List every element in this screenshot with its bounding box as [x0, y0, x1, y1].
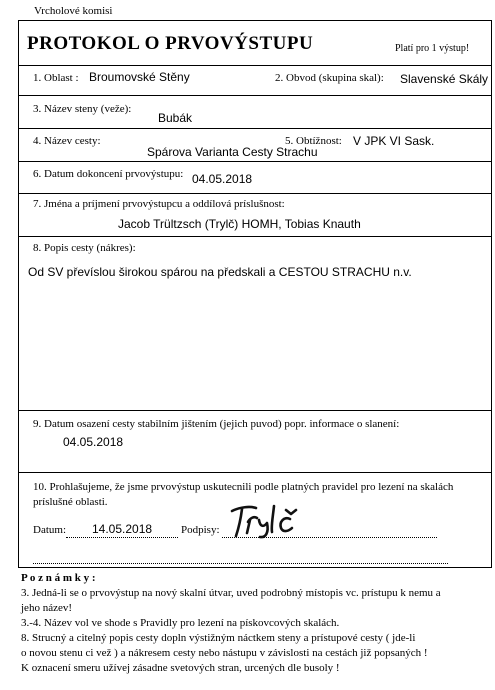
difficulty-value[interactable]: V JPK VI Sask.: [353, 134, 435, 148]
row-divider: [18, 128, 492, 129]
wall-value[interactable]: Bubák: [158, 111, 193, 125]
district-value[interactable]: Slavenské Skály: [400, 72, 489, 86]
row-divider: [18, 236, 492, 237]
row-divider: [18, 161, 492, 162]
route-value[interactable]: Spárova Varianta Cesty Strachu: [147, 145, 318, 159]
wall-label: 3. Název steny (veže):: [33, 103, 132, 115]
names-label: 7. Jména a príjmení prvovýstupcu a oddílová príslušnost:: [33, 198, 285, 210]
difficulty-label: 5. Obtížnost:: [285, 135, 342, 147]
note-line: 8. Strucný a citelný popis cesty dopln výstižným náctkem steny a prístupové cesty ( jde-li: [21, 632, 416, 644]
note-line: jeho název!: [21, 602, 72, 614]
area-label: 1. Oblast :: [33, 72, 79, 84]
note-line: o novou stenu ci vež ) a nákresem cesty nebo nástupu v závislosti na cestách již popsaných !: [21, 647, 428, 659]
committee-label: Vrcholové komisi: [34, 5, 113, 17]
notes-heading: P o z n á m k y :: [21, 572, 96, 584]
extra-dotted-line: [33, 563, 448, 564]
signature-date-value[interactable]: 14.05.2018: [92, 522, 153, 536]
signature-image: [226, 502, 306, 540]
description-value[interactable]: Od SV převíslou širokou spárou na předskali a CESTOU STRACHU n.v.: [28, 265, 412, 279]
description-label: 8. Popis cesty (nákres):: [33, 242, 136, 254]
signature-date-label: Datum:: [33, 524, 66, 536]
protection-label: 9. Datum osazení cesty stabilním jištením (jejich puvod) popr. informace o slanení:: [33, 418, 400, 430]
handwritten-signature[interactable]: [226, 502, 306, 540]
row-divider: [18, 95, 492, 96]
page-title: PROTOKOL O PRVOVÝSTUPU: [27, 33, 314, 54]
note-line: K oznacení smeru užívej zásadne svetových stran, urcených dle busoly !: [21, 662, 340, 674]
district-label: 2. Obvod (skupina skal):: [275, 72, 384, 84]
route-label: 4. Název cesty:: [33, 135, 101, 147]
date-dotted-line: [66, 537, 178, 538]
note-line: 3. Jedná-li se o prvovýstup na nový skalní útvar, uved podrobný místopis vc. prístupu k nemu a: [21, 587, 441, 599]
names-value[interactable]: Jacob Trültzsch (Trylč) HOMH, Tobias Knauth: [118, 217, 361, 231]
protection-value[interactable]: 04.05.2018: [63, 435, 124, 449]
signature-label: Podpisy:: [181, 524, 220, 536]
area-value[interactable]: Broumovské Stěny: [89, 70, 190, 84]
row-divider: [18, 193, 492, 194]
row-divider: [18, 472, 492, 473]
valid-note: Platí pro 1 výstup!: [395, 43, 470, 54]
row-divider: [18, 410, 492, 411]
row-divider: [18, 65, 492, 66]
declaration-line-1: 10. Prohlašujeme, že jsme prvovýstup uskutecnili podle platných pravidel pro lezení na skalách: [33, 481, 454, 493]
note-line: 3.-4. Název vol ve shode s Pravidly pro lezení na pískovcových skalách.: [21, 617, 340, 629]
declaration-line-2: príslušné oblasti.: [33, 496, 108, 508]
date-label: 6. Datum dokoncení prvovýstupu:: [33, 168, 184, 180]
date-value[interactable]: 04.05.2018: [192, 172, 253, 186]
